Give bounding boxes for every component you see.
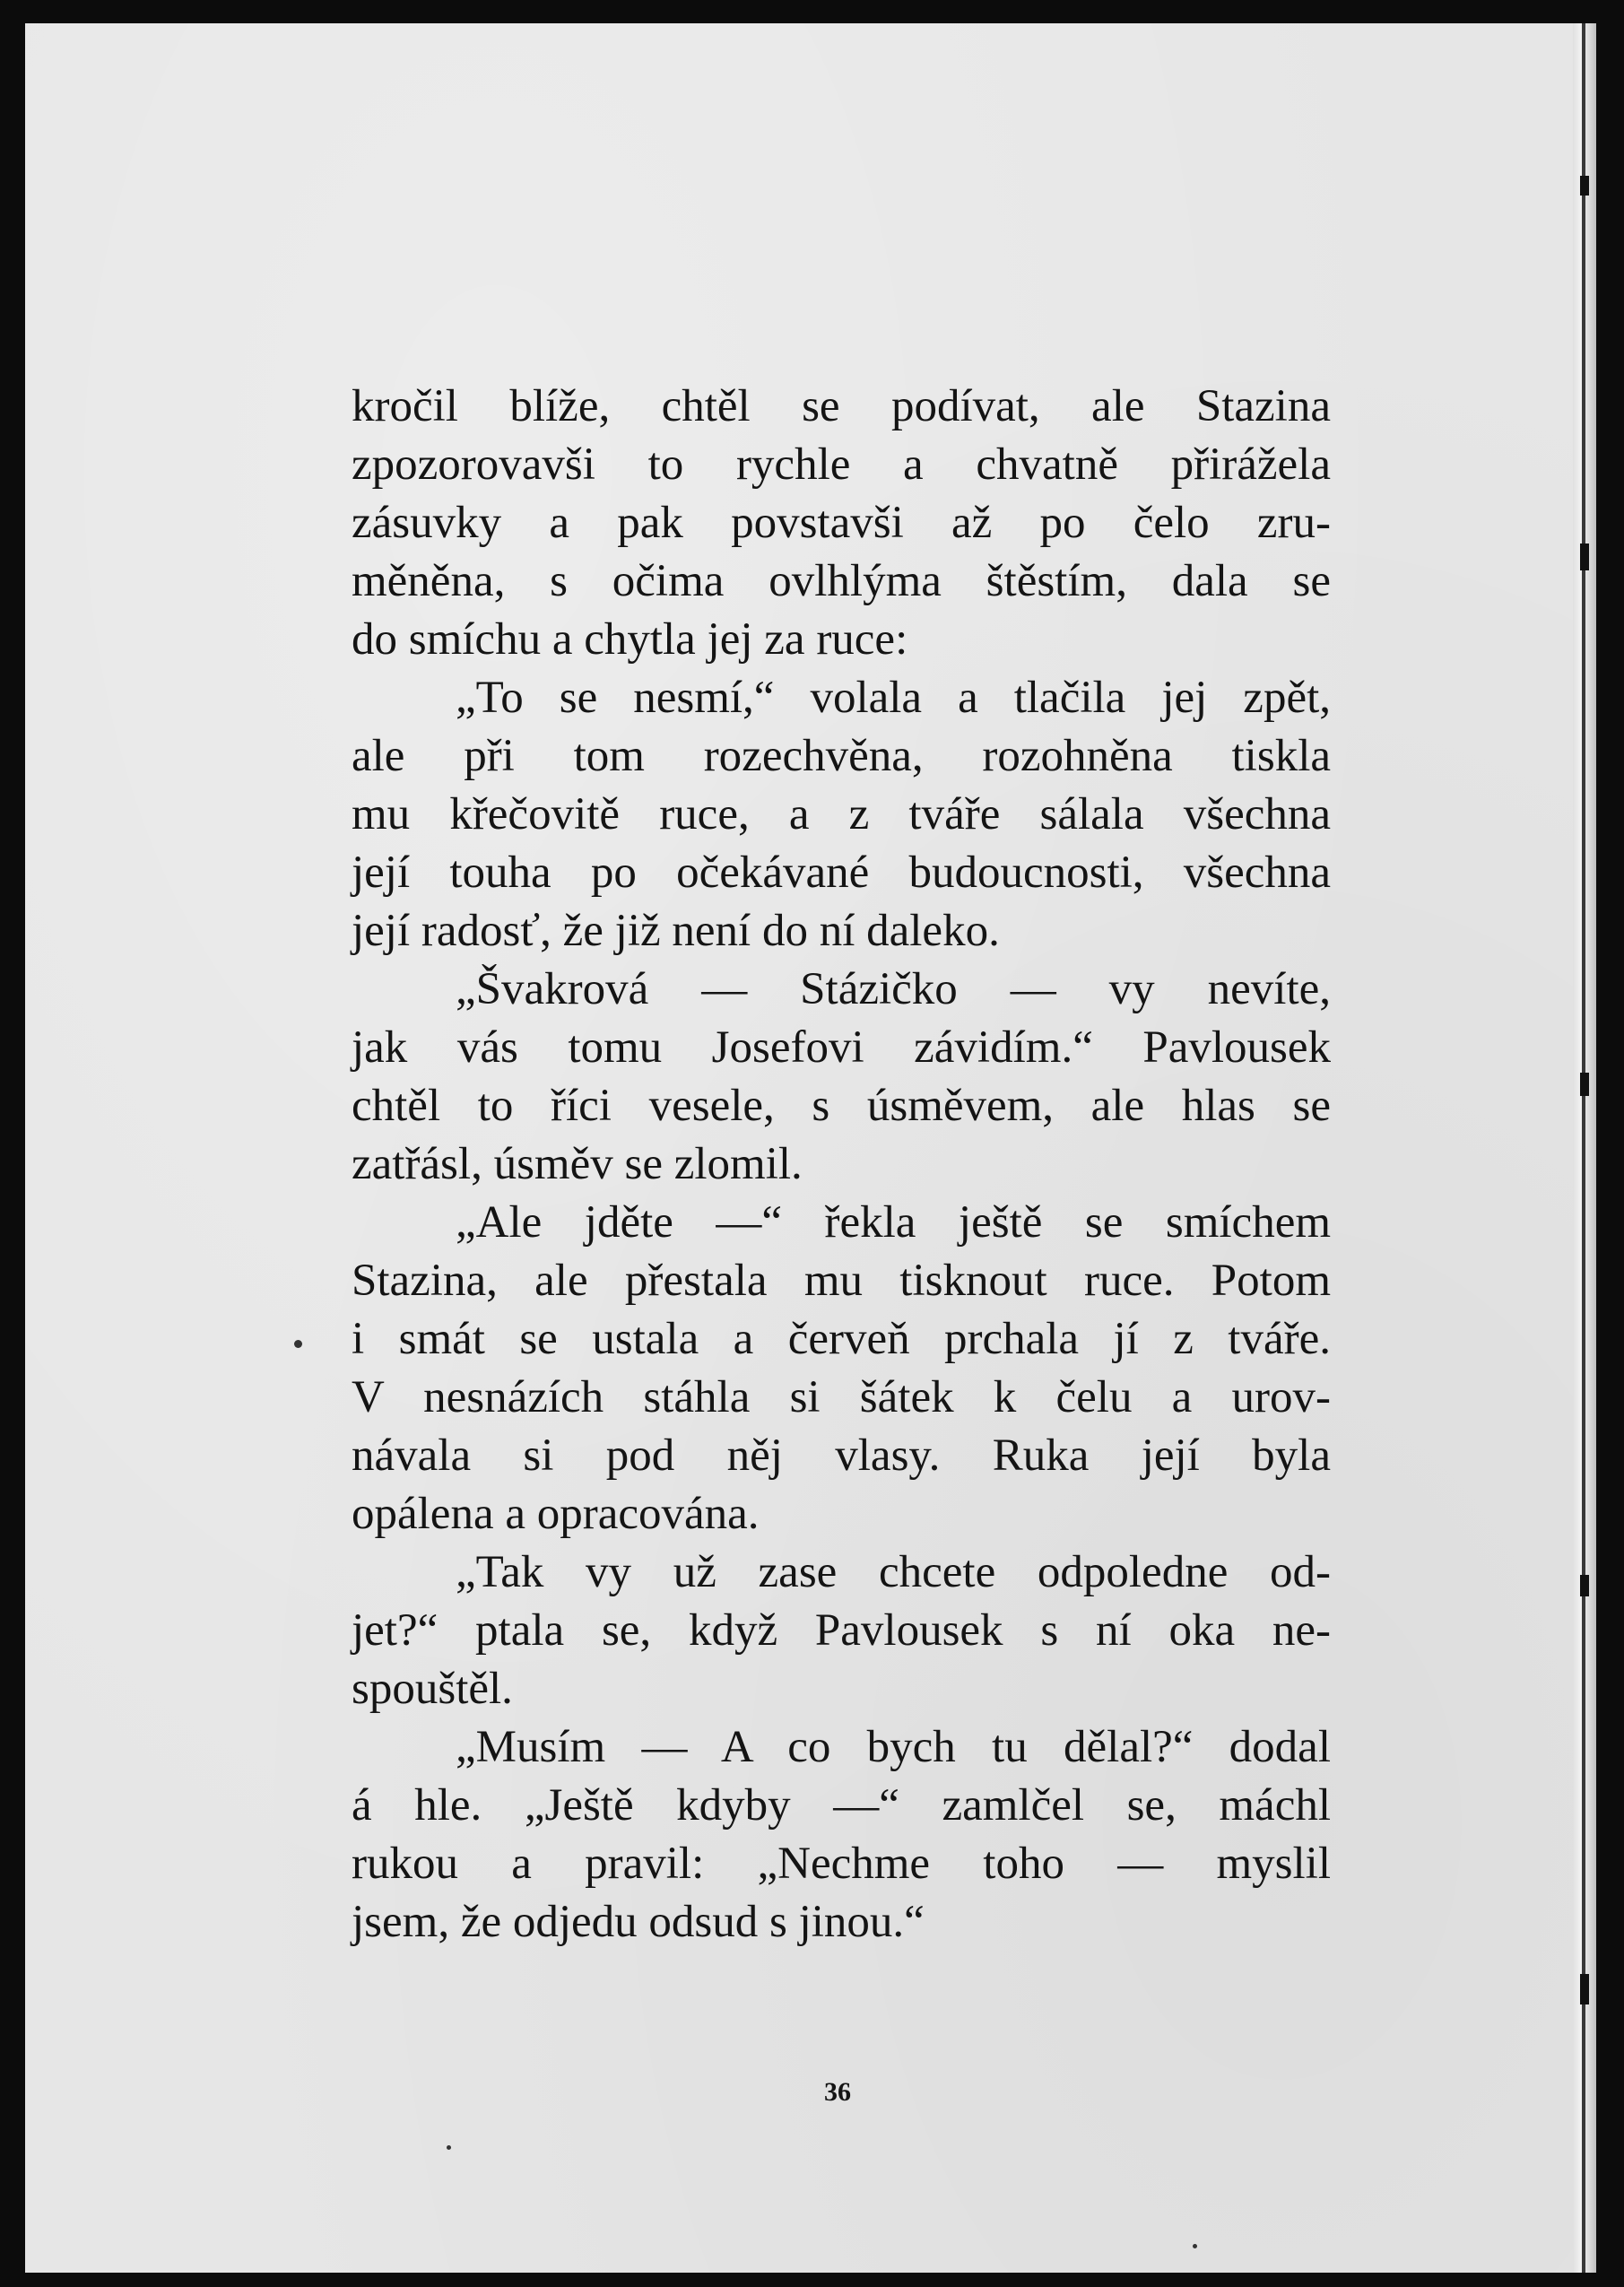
binding-line [1582, 23, 1585, 2273]
page-gutter [1573, 23, 1596, 2273]
text-line: jsem, že odjedu odsud s jinou.“ [352, 1897, 925, 1947]
text-line: „Ale jděte —“ řekla ještě se smíchem [456, 1197, 1331, 1248]
text-line: jak vás tomu Josefovi závidím.“ Pavlousek [352, 1022, 1331, 1073]
text-line: opálena a opracována. [352, 1489, 760, 1539]
text-line: měněna, s očima ovlhlýma štěstím, dala se [352, 556, 1331, 606]
ink-speck [294, 1340, 302, 1348]
ink-speck [1193, 2244, 1197, 2248]
text-line: „Švakrová — Stázičko — vy nevíte, [456, 964, 1331, 1014]
text-line: „Musím — A co bych tu dělal?“ dodal [456, 1722, 1331, 1772]
body-text [352, 378, 1331, 1952]
page-number: 36 [824, 2077, 851, 2107]
text-line: kročil blíže, chtěl se podívat, ale Stazina [352, 381, 1331, 431]
text-line: V nesnázích stáhla si šátek k čelu a urov- [352, 1372, 1331, 1422]
text-line: její radosť, že již není do ní daleko. [352, 906, 1000, 956]
text-line: „Tak vy už zase chcete odpoledne od- [456, 1547, 1331, 1597]
book-page [25, 23, 1596, 2273]
text-line: „To se nesmí,“ volala a tlačila jej zpět, [456, 673, 1331, 723]
binding-mark [1580, 1073, 1589, 1096]
text-line: jet?“ ptala se, když Pavlousek s ní oka ne- [352, 1605, 1331, 1656]
text-line: její touha po očekávané budoucnosti, všechna [352, 848, 1331, 898]
text-line: mu křečovitě ruce, a z tváře sálala všechna [352, 789, 1331, 839]
binding-mark [1580, 1974, 1589, 2004]
text-line: návala si pod něj vlasy. Ruka její byla [352, 1430, 1331, 1481]
binding-mark [1580, 543, 1589, 570]
text-line: zásuvky a pak povstavši až po čelo zru- [352, 498, 1331, 548]
text-line: ale při tom rozechvěna, rozohněna tiskla [352, 731, 1331, 781]
text-line: do smíchu a chytla jej za ruce: [352, 614, 908, 665]
text-line: Stazina, ale přestala mu tisknout ruce. Potom [352, 1256, 1331, 1306]
binding-mark [1580, 1575, 1589, 1596]
text-line: chtěl to říci vesele, s úsměvem, ale hlas se [352, 1081, 1331, 1131]
text-line: i smát se ustala a červeň prchala jí z tváře. [352, 1314, 1331, 1364]
binding-mark [1580, 176, 1589, 196]
text-line: á hle. „Ještě kdyby —“ zamlčel se, máchl [352, 1780, 1331, 1830]
text-line: zatřásl, úsměv se zlomil. [352, 1139, 803, 1189]
ink-speck [447, 2145, 451, 2150]
text-line: spouštěl. [352, 1664, 513, 1714]
text-line: zpozorovavši to rychle a chvatně přirážela [352, 439, 1331, 490]
text-line: rukou a pravil: „Nechme toho — myslil [352, 1839, 1331, 1889]
